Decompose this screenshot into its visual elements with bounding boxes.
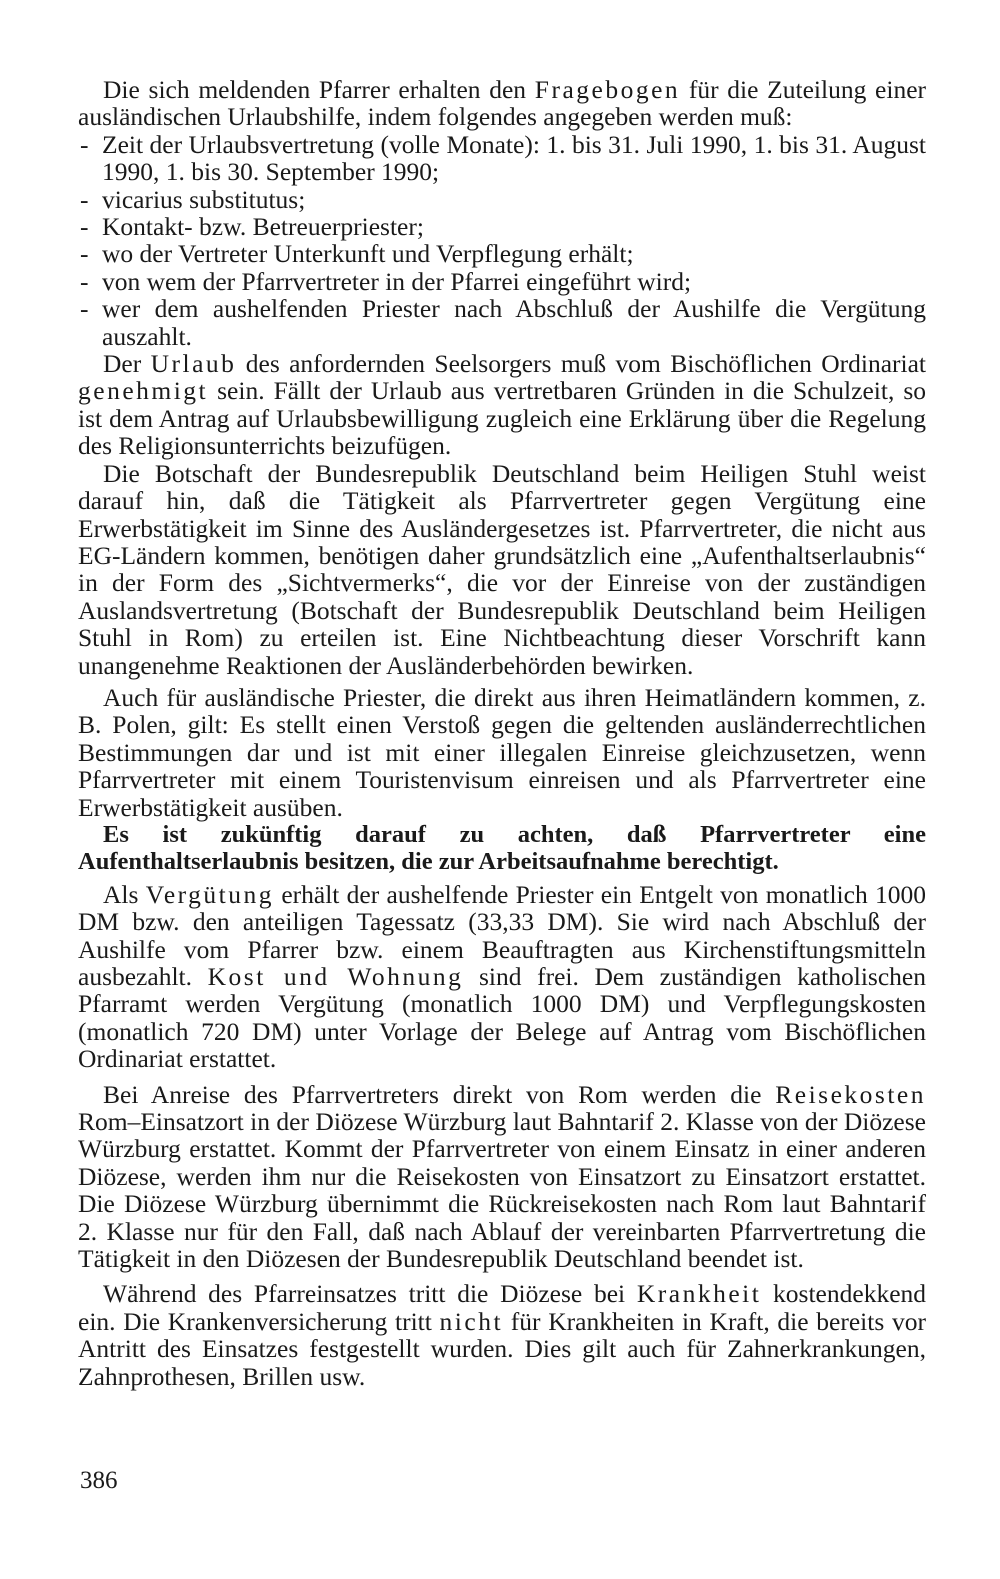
emphasis-fragebogen: Fragebogen — [534, 75, 681, 104]
krankheit-paragraph: Während des Pfarreinsatzes tritt die Diözese bei Krankheit kostendekkend ein. Die Krankenversicherung tritt nicht für Krankheiten in Kraft, die bereits vor Antritt des Einsatzes festgestellt wurden. Dies gilt auch für Zahnerkrankungen, Zahnprothesen, Brillen usw. — [78, 1279, 927, 1391]
page-number: 386 — [80, 1467, 118, 1494]
emphasis-reisekosten: Reisekosten — [775, 1079, 926, 1109]
emphasis-nicht: nicht — [439, 1306, 504, 1336]
urlaub-paragraph: Der Urlaub des anfordernden Seelsorgers muß vom Bischöflichen Ordinariat genehmigt sein. Fällt der Urlaub aus vertretbaren Gründen in die Schulzeit, so ist dem Antrag auf Urlaubsbewilligung zugleich eine Erklärung über die Regelung des Religionsunterrichts beizufügen. — [78, 349, 926, 461]
list-item: - vicarius substitutus; — [78, 186, 926, 213]
list-item: - wo der Vertreter Unterkunft und Verpflegung erhält; — [78, 240, 926, 267]
emphasis-kost-und-wohnung: Kost und Wohnung — [207, 962, 464, 991]
verguetung-paragraph: Als Vergütung erhält der aushelfende Priester ein Entgelt von monatlich 1000 DM bzw. den anteiligen Tagessatz (33,33 DM). Sie wird nach Abschluß der Aushilfe vom Pfarrer bzw. einem Beauftragten aus Kirchenstiftungsmitteln ausbezahlt. Kost und Wohnung sind frei. Dem zuständigen katholischen Pfarramt werden Vergütung (monatlich 1000 DM) und Verpflegungskosten (monatlich 720 DM) unter Vorlage der Belege auf Antrag vom Bischöflichen Ordinariat erstattet. — [78, 879, 926, 1074]
emphasis-verguetung: Vergütung — [145, 879, 275, 909]
list-item: - wer dem aushelfenden Priester nach Abschluß der Aushilfe die Vergütung auszahlt. — [78, 295, 926, 350]
reisekosten-paragraph: Bei Anreise des Pfarrvertreters direkt von Rom werden die Reisekosten Rom–Einsatzort in der Diözese Würzburg laut Bahntarif 2. Klasse von der Diözese Würzburg erstattet. Kommt der Pfarrvertreter von einem Einsatz in einer anderen Diözese, werden ihm nur die Reisekosten von Einsatzort zu Einsatzort erstattet. Die Diözese Würzburg übernimmt die Rückreisekosten nach Rom laut Bahntarif 2. Klasse nur für den Fall, daß nach Ablauf der vereinbarten Pfarrvertretung die Tätigkeit in den Diözesen der Bundesrepublik Deutschland beendet ist. — [78, 1079, 926, 1274]
list-item: - Zeit der Urlaubsvertretung (volle Monate): 1. bis 31. Juli 1990, 1. bis 31. August 1990, 1. bis 30. September 1990; — [78, 131, 926, 186]
emphasis-urlaub: Urlaub — [150, 349, 237, 379]
emphasis-genehmigt: genehmigt — [78, 376, 209, 406]
bold-notice: Es ist zukünftig darauf zu achten, daß Pfarrvertreter eine Aufenthaltserlaubnis besitzen, die zur Arbeitsaufnahme berechtigt. — [78, 820, 926, 876]
list-item: - Kontakt- bzw. Betreuerpriester; — [78, 213, 926, 240]
botschaft-paragraph: Die Botschaft der Bundesrepublik Deutschland beim Heiligen Stuhl weist darauf hin, daß die Tätigkeit als Pfarrvertreter gegen Vergütung eine Erwerbstätigkeit im Sinne des Ausländergesetzes ist. Pfarrvertreter, die nicht aus EG-Ländern kommen, benötigen daher grundsätzlich eine „Aufenthaltserlaubnis“ in der Form des „Sichtvermerks“, die vor der Einreise von der zuständigen Auslandsvertretung (Botschaft der Bundesrepublik Deutschland beim Heiligen Stuhl in Rom) zu erteilen ist. Eine Nichtbeachtung dieser Vorschrift kann unangenehme Reaktionen der Ausländerbehörden bewirken. — [78, 458, 926, 680]
requirements-list — [78, 131, 926, 350]
document-page — [78, 76, 926, 1390]
intro-paragraph: Die sich meldenden Pfarrer erhalten den Fragebogen für die Zuteilung einer ausländischen Urlaubshilfe, indem folgendes angegeben werden muß: — [78, 75, 926, 132]
emphasis-krankheit: Krankheit — [636, 1279, 762, 1309]
list-item: - von wem der Pfarrvertreter in der Pfarrei eingeführt wird; — [78, 268, 926, 295]
auslaendische-priester-paragraph: Auch für ausländische Priester, die direkt aus ihren Heimatländern kommen, z. B. Polen, gilt: Es stellt einen Verstoß gegen die geltenden ausländerrechtlichen Bestimmungen dar und ist mit einer illegalen Einreise gleichzusetzen, wenn Pfarrvertreter mit einem Touristenvisum einreisen und als Pfarrvertreter eine Erwerbstätigkeit ausüben. — [78, 682, 926, 822]
